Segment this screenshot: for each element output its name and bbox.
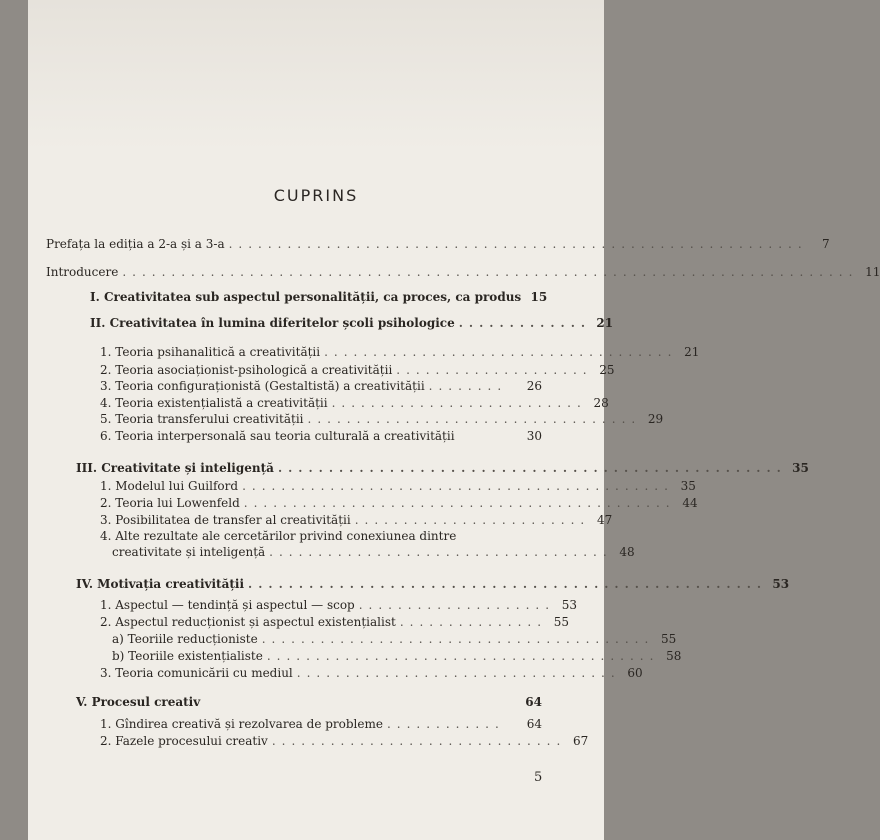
toc-entry-label: 5. Teoria transferului creativității [100, 412, 304, 426]
toc-entry-page: 53 [772, 577, 790, 591]
toc-entry-label: a) Teoriile reducționiste [112, 632, 258, 646]
toc-leader-dots: ............. [458, 316, 592, 330]
toc-chapter [76, 460, 809, 476]
toc-chapter [90, 315, 614, 331]
toc-entry-label: 2. Aspectul reducționist și aspectul existențialist [100, 615, 396, 629]
toc-entry-page: 55 [661, 632, 677, 646]
toc-entry-page: 26 [526, 379, 542, 393]
toc-entry-label: 1. Gîndirea creativă și rezolvarea de probleme [100, 717, 383, 731]
toc-entry [100, 378, 542, 394]
toc-entry-label: I. Creativitatea sub aspectul personalității, ca proces, ca produs [90, 290, 522, 304]
toc-entry-page: 58 [666, 649, 682, 663]
toc-entry-page: 67 [573, 734, 589, 748]
toc-leader-dots: ........................................ [261, 632, 655, 646]
toc-entry [46, 264, 880, 280]
toc-entry-page: 15 [530, 290, 548, 304]
toc-leader-dots: .............................. [271, 734, 567, 748]
toc-entry-label: 1. Teoria psihanalitică a creativității [100, 345, 321, 359]
toc-entry [100, 597, 578, 613]
toc-entry [100, 411, 664, 427]
toc-entry [100, 362, 615, 378]
toc-entry-page: 29 [647, 412, 664, 426]
toc-leader-dots: ............................................ [242, 479, 674, 493]
toc-entry-page: 11 [865, 265, 880, 279]
toc-entry [46, 236, 830, 252]
toc-entry-label: 3. Teoria comunicării cu mediul [100, 666, 293, 680]
toc-entry-label: 2. Fazele procesului creativ [100, 734, 268, 748]
toc-entry-page: 30 [526, 429, 542, 443]
toc-leader-dots: .................................. [307, 412, 642, 426]
toc-entry-page: 48 [619, 545, 635, 559]
toc-entry-label: V. Procesul creativ [76, 695, 201, 709]
toc-entry [100, 344, 700, 360]
toc-entry-page: 53 [561, 598, 578, 612]
toc-leader-dots: ........ [428, 379, 508, 393]
toc-entry [100, 428, 542, 444]
toc-entry-label: 4. Alte rezultate ale cercetărilor privind conexiunea dintre [100, 529, 457, 543]
toc-leader-dots: ........................ [354, 513, 591, 527]
page-title: CUPRINS [273, 186, 359, 205]
toc-leader-dots: ............ [386, 717, 505, 731]
toc-entry-label: 6. Teoria interpersonală sau teoria culturală a creativității [100, 429, 455, 443]
book-page [28, 0, 880, 840]
toc-chapter [76, 576, 790, 592]
toc-leader-dots: ................................... [269, 545, 613, 559]
toc-leader-dots: ................................................... [248, 577, 768, 591]
toc-leader-dots: .................... [396, 363, 593, 377]
toc-entry-page: 35 [792, 461, 809, 475]
toc-entry [100, 665, 643, 681]
toc-entry [100, 478, 696, 494]
toc-entry-page: 35 [680, 479, 696, 493]
toc-entry-label: Prefața la ediția a 2-a și a 3-a [46, 237, 225, 251]
toc-entry-page: 55 [553, 615, 570, 629]
toc-entry-label-continued: creativitate și inteligență [112, 545, 266, 559]
toc-entry-page: 44 [682, 496, 698, 510]
toc-entry-label: Introducere [46, 265, 119, 279]
toc-entry [112, 648, 682, 664]
toc-entry [100, 733, 589, 749]
toc-leader-dots: .................................................. [277, 461, 787, 475]
toc-chapter [76, 694, 542, 710]
toc-entry-page: 21 [596, 316, 614, 330]
toc-leader-dots: .................... [358, 598, 556, 612]
toc-entry-page: 7 [822, 237, 830, 251]
toc-entry [100, 614, 570, 630]
toc-entry [100, 495, 698, 511]
toc-leader-dots: ........................................ [266, 649, 660, 663]
toc-entry [100, 512, 613, 528]
toc-chapter [90, 289, 548, 305]
toc-entry-page: 60 [627, 666, 643, 680]
toc-entry-label: 4. Teoria existențialistă a creativității [100, 396, 328, 410]
toc-leader-dots: ................................. [296, 666, 621, 680]
toc-entry-label: b) Teoriile existențialiste [112, 649, 263, 663]
toc-entry-page: 47 [596, 513, 613, 527]
toc-leader-dots: ........................................................... [228, 237, 808, 251]
toc-entry-label: II. Creativitatea în lumina diferitelor școli psihologice [90, 316, 455, 330]
toc-entry-label: IV. Motivația creativității [76, 577, 245, 591]
toc-leader-dots: .................................... [324, 345, 678, 359]
toc-entry-label: 2. Teoria asociaționist-psihologică a creativității [100, 363, 393, 377]
toc-leader-dots: .......................... [331, 396, 587, 410]
toc-entry-label: 1. Modelul lui Guilford [100, 479, 239, 493]
toc-entry-label: 3. Teoria configuraționistă (Gestaltistă) a creativității [100, 379, 425, 393]
toc-entry-page: 64 [526, 717, 542, 731]
page-shadow [28, 0, 604, 150]
toc-entry-page: 25 [599, 363, 615, 377]
toc-entry-label: III. Creativitate și inteligență [76, 461, 274, 475]
toc-entry-page: 21 [684, 345, 700, 359]
toc-entry-page: 28 [593, 396, 609, 410]
toc-leader-dots: ........................................................................... [122, 265, 859, 279]
toc-entry-label: 1. Aspectul — tendință și aspectul — scop [100, 598, 355, 612]
toc-entry [112, 544, 635, 560]
toc-entry [112, 631, 677, 647]
toc-entry [100, 716, 542, 732]
toc-entry-label: 3. Posibilitatea de transfer al creativității [100, 513, 351, 527]
toc-entry-label: 2. Teoria lui Lowenfeld [100, 496, 240, 510]
toc-entry [100, 395, 609, 411]
page-number: 5 [534, 770, 543, 785]
toc-entry-page: 64 [525, 695, 542, 709]
toc-leader-dots: ............................................ [243, 496, 676, 510]
toc-leader-dots: ............... [399, 615, 548, 629]
